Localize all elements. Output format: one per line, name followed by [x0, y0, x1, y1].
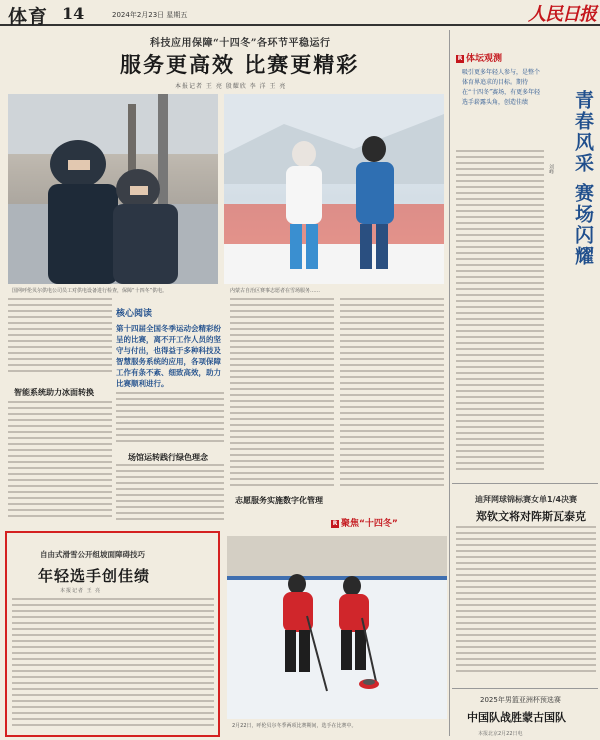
r-badge-icon: R — [457, 55, 463, 62]
lead-subhead-3: 志愿服务实施数字化管理 — [235, 496, 323, 505]
lead-body-col3 — [230, 298, 334, 490]
photo-power-workers — [8, 94, 218, 284]
lead-body-col2 — [116, 392, 224, 448]
core-reading-text: 第十四届全国冬季运动会精彩纷呈的比赛，离不开工作人员的坚守与付出，也得益于多种科技及智慧服务系统的应用，各项保障工作有条不紊、细致高效，助力比赛顺利进行。 — [116, 324, 221, 388]
lead-subhead-1: 智能系统助力冰面转换 — [14, 388, 94, 397]
tennis-body — [456, 526, 596, 682]
tennis-kicker: 迪拜网球锦标赛女单1/4决赛 — [475, 495, 578, 504]
section-rule — [452, 483, 598, 484]
column-intro: 吸引更多年轻人参与，是整个体育界追求的目标。期待在“十四冬”赛场，有更多年轻选手崭露头角，创造佳绩 — [462, 69, 541, 106]
lead-subhead-2: 场馆运转践行绿色理念 — [128, 453, 208, 462]
highlighted-headline: 年轻选手创佳绩 — [38, 567, 151, 585]
lead-headline: 服务更高效 比赛更精彩 — [120, 53, 360, 77]
lead-body-col2b — [116, 464, 224, 526]
column-author: 刘峰 — [548, 164, 554, 174]
column-tag-label: 体坛观测 — [466, 54, 503, 64]
page-number: 14 — [62, 4, 85, 23]
photo-c-caption: 2月22日，呼伦贝尔冬季两项比赛期间，选手在比赛中。 — [232, 723, 357, 729]
core-reading-title: 核心阅读 — [116, 309, 153, 319]
lead-kicker: 科技应用保障“十四冬”各环节平稳运行 — [150, 38, 331, 49]
highlighted-kicker: 自由式滑雪公开组坡面障碍技巧 — [40, 550, 145, 559]
focus-tag — [331, 516, 398, 529]
photo-b-caption: 内蒙古自治区赛事志愿者在雪场服务…… — [230, 288, 321, 294]
highlighted-byline: 本报记者 王 亮 — [60, 588, 102, 594]
basketball-kicker: 2025年男篮亚洲杯预选赛 — [480, 696, 561, 704]
basketball-dateline: 本报北京2月22日电 — [478, 731, 523, 737]
lead-body-col1 — [8, 298, 112, 378]
column-title: 青春风采 赛场闪耀 — [572, 90, 594, 267]
photo-curlers — [227, 536, 447, 719]
photo-a-caption: 国网呼伦贝尔供电公司员工对供电设备进行检查，保障“十四冬”供电。 — [12, 288, 168, 294]
highlighted-body — [12, 598, 214, 730]
core-reading-box — [116, 306, 226, 386]
section-name: 体育 — [8, 6, 49, 28]
lead-body-col1b — [8, 401, 112, 523]
photo-volunteers — [224, 94, 444, 284]
tennis-headline: 郑钦文将对阵斯瓦泰克 — [476, 510, 586, 523]
column-body — [456, 150, 544, 478]
lead-byline: 本报记者 王 亮 殷耀欣 李 洋 王 亮 — [175, 83, 287, 90]
lead-body-col4 — [340, 298, 444, 490]
column-tag — [456, 51, 502, 64]
newspaper-logo: 人民日报 — [528, 4, 596, 25]
column-rule — [449, 30, 450, 736]
section-rule — [452, 688, 598, 689]
masthead — [0, 0, 600, 26]
basketball-headline: 中国队战胜蒙古国队 — [467, 711, 566, 724]
issue-date: 2024年2月23日 星期五 — [112, 11, 188, 19]
r-badge-icon: R — [332, 520, 338, 527]
focus-tag-label: 聚焦“十四冬” — [341, 519, 398, 529]
